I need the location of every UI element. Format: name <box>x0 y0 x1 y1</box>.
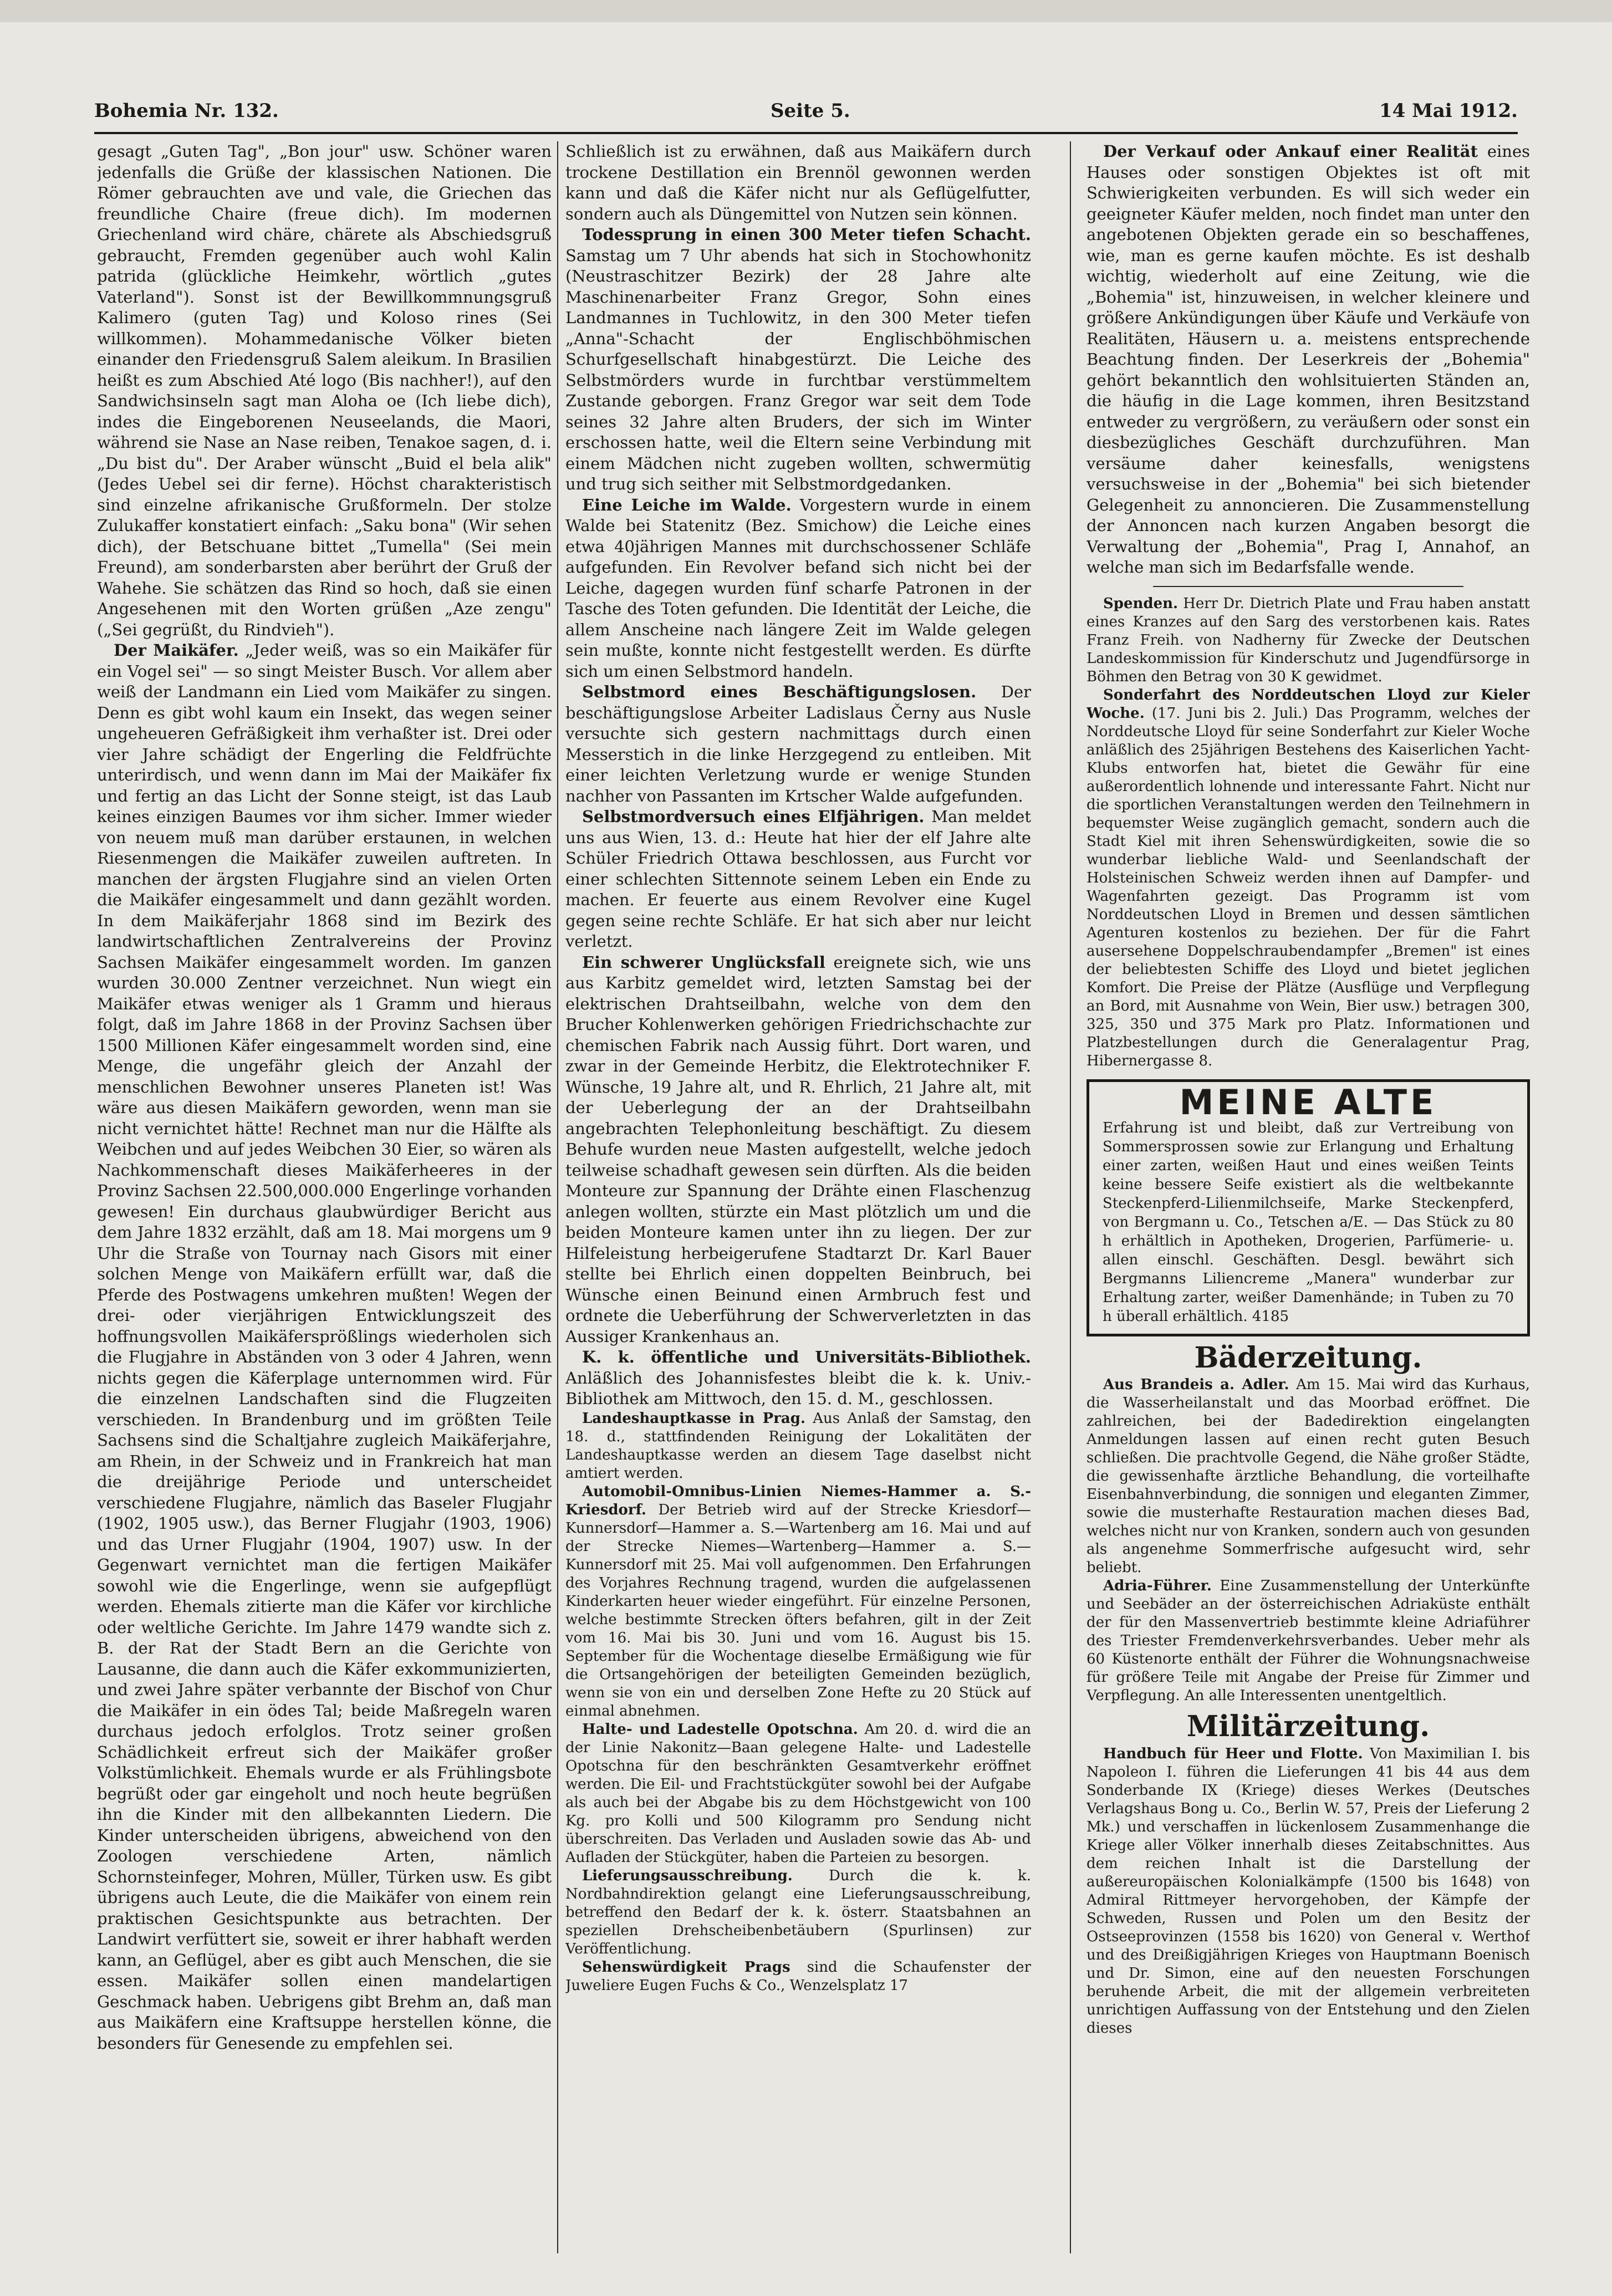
article-body: Herr Dr. Dietrich Plate und Frau haben anstatt eines Kranzes auf den Sarg des verstorbenen kais. Rates Franz Freih. von Nadherny für Zwecke der Deutschen Landeskommission für Kinderschutz und Jugendfürsorge in Böhmen den Betrag von 30 K gewidmet. <box>1086 595 1530 685</box>
article-body: Am 15. Mai wird das Kurhaus, die Wasserheilanstalt und das Moorbad eröffnet. Die zahlreichen, bei der Badedirektion eingelangten Anmeldungen lassen auf einen recht guten Besuch schließen. Die prachtvolle Gegend, die Nähe großer Städte, die gewissenhafte ärztliche Behandlung, die vorteilhafte Eisenbahnverbindung, die sonnigen und eleganten Zimmer, sowie die musterhafte Restauration machen dieses Bad, welches nicht nur von Kranken, sondern auch von gesunden als angenehme Sommerfrische aufgesucht wird, sehr beliebt. <box>1086 1376 1530 1576</box>
header-right: 14 Mai 1912. <box>1379 100 1518 122</box>
column-2 <box>565 141 1031 2259</box>
article-todessprung <box>565 225 1031 495</box>
article-body: Durch die k. k. Nordbahndirektion gelangt eine Lieferungsausschreibung, betreffend den Bedarf der k. k. österr. Staatsbahnen an speziellen Drehscheibenbetäubern (Spurlinsen) zur Veröffentlichung. <box>565 1867 1031 1957</box>
article-selbstmord <box>565 682 1031 807</box>
scan-margin <box>0 0 1612 22</box>
article-body: Am 20. d. wird die an der Linie Nakonitz—Baan gelegene Halte- und Ladestelle Opotschna für den beschränkten Gesamtverkehr eröffnet werden. Die Eil- und Frachtstückgüter sowohl bei der Aufgabe als auch bei der Abgabe bis zu dem Höchstgewicht von 100 Kg. pro Kolli und 500 Kilogramm pro Sendung nicht überschreiten. Das Verladen und Ausladen sowie das Ab- und Aufladen der Stückgüter, haben die Parteien zu besorgen. <box>565 1721 1031 1866</box>
article-heading: Spenden. <box>1103 595 1179 612</box>
section-title-militaerzeitung: Militärzeitung. <box>1186 1710 1430 1743</box>
article-realitaet <box>1086 141 1530 578</box>
article-body: Samstag um 7 Uhr abends hat sich in Stochowhonitz (Neustraschitzer Bezirk) der 28 Jahre alte Maschinenarbeiter Franz Gregor, Sohn eines Landmannes in Tuchlowitz, in den 300 Meter tiefen „Anna"-Schacht der Englischböhmischen Schurfgesellschaft hinabgestürzt. Die Leiche des Selbstmörders wurde in furchtbar verstümmeltem Zustande geborgen. Franz Gregor war seit dem Tode seines 32 Jahre alten Bruders, der sich im Winter erschossen hatte, weil die Eltern seine Verbindung mit einem Mädchen nicht zugeben wollten, schwermütig und trug sich seither mit Selbstmordgedanken. <box>565 246 1031 493</box>
article-body: Eine Zusammenstellung der Unterkünfte und Seebäder an der österreichischen Adriaküste enthält der für den Massenvertrieb bestimmte kleine Adriaführer des Triester Fremdenverkehrsverbandes. Ueber mehr als 60 Küstenorte enthält der Führer die Wohnungsnachweise für größere Teile mit Angabe der Preise für Zimmer und Verpflegung. An alle Interessenten unentgeltlich. <box>1086 1578 1530 1704</box>
article-heading: Aus Brandeis a. Adler. <box>1103 1376 1289 1393</box>
article-heading: Ein schwerer Unglücksfall <box>582 952 825 972</box>
article-brandeis <box>1086 1376 1530 1577</box>
article-heading: Der Maikäfer. <box>114 641 239 660</box>
article-greetings: gesagt „Guten Tag", „Bon jour" usw. Schöner waren jedenfalls die Grüße der klassischen Nationen. Die Römer gebrauchten ave und vale, die Griechen das freundliche Chaire (freue dich). Im modernen Griechenland wird chäre, chärete als Abschiedsgruß gebraucht, Fremden gegenüber auch wohl Kalin patrida (glückliche Heimkehr, wörtlich „gutes Vaterland"). Sonst ist der Bewillkommnungsgruß Kalimero (guten Tag) und Koloso rines (Sei willkommen). Mohammedanische Völker bieten einander den Friedensgruß Salem aleikum. In Brasilien heißt es zum Abschied Até logo (Bis nachher!), auf den Sandwichsinseln sagt man Aloha oe (Ich liebe dich), indes die Eingeborenen Neuseelands, die Maori, während sie Nase an Nase reiben, Tenakoe sagen, d. i. „Du bist du". Der Araber wünscht „Buid el bela alik" (Jedes Uebel sei dir ferne). Höchst charakteristisch sind einzelne afrikanische Grußformeln. Der stolze Zulukaffer konstatiert einfach: „Saku bona" (Wir sehen dich), der Betschuane bittet „Tumella" (Sei mein Freund), am sonderbarsten aber berührt der Gruß der Wahehe. Sie schätzen das Rind so hoch, daß sie einen Angesehenen mit den Worten grüßen „Aze zengu" („Sei gegrüßt, du Rindvieh"). <box>97 142 552 639</box>
article-body: Der beschäftigungslose Arbeiter Ladislaus Černy aus Nusle versuchte sich gestern nachmittags durch einen Messerstich in die linke Herzgegend zu entleiben. Mit einer leichten Verletzung wurde er wenige Stunden nachher von Passanten im Krtscher Walde aufgefunden. <box>565 682 1031 805</box>
article-heading: K. k. öffentliche und Universitäts-Bibliothek. <box>582 1348 1031 1366</box>
article-heading: Handbuch für Heer und Flotte. <box>1103 1745 1363 1762</box>
article-spenden <box>1086 595 1530 686</box>
article-landeshauptkasse <box>565 1410 1031 1483</box>
article-body: eines Hauses oder sonstigen Objektes ist oft mit Schwierigkeiten verbunden. Es will sich weder ein geeigneter Käufer melden, noch findet man unter den angebotenen Objekten gerade ein so beschaffenes, wie, man es gerne kaufen möchte. Es ist deshalb wichtig, wiederholt auf eine Zeitung, wie die „Bohemia" ist, hinzuweisen, in welcher kleinere und größere Ankündigungen über Käufe und Verkäufe von Realitäten, Häusern u. a. meistens entsprechende Beachtung finden. Der Leserkreis der „Bohemia" gehört bekanntlich den wohlsituierten Ständen an, die häufig in die Lage kommen, ihren Besitzstand entweder zu vergrößern, zu veräußern oder sonst ein diesbezügliches Geschäft durchzuführen. Man versäume daher keinesfalls, wenigstens versuchsweise in der „Bohemia" bei sich bietender Gelegenheit zu annoncieren. Die Zusammenstellung der Annoncen nach kurzen Angaben besorgt die Verwaltung der „Bohemia", Prag I, Annahof, an welche man sich im Bedarfsfalle wende. <box>1086 142 1530 576</box>
article-body: Anläßlich des Johannisfestes bleibt die k. k. Univ.-Bibliothek am Mittwoch, den 15. d. M., geschlossen. <box>565 1368 1031 1408</box>
article-body: Von Maximilian I. bis Napoleon I. führen die Lieferungen 41 bis 44 aus dem Sonderbande IX (Kriege) dieses Werkes (Deutsches Verlagshaus Bong u. Co., Berlin W. 57, Preis der Lieferung 2 Mk.) und verschaffen in lückenlosem Zusammenhange die Kriege aller Völker innerhalb dieses Zeitabschnittes. Aus dem reichen Inhalt ist die Darstellung der außereuropäischen Kolonialkämpfe (1500 bis 1648) von Admiral Rittmeyer hervorgehoben, der Kämpfe der Schweden, Russen und Polen um den Besitz der Ostseeprovinzen (1558 bis 1620) von General v. Werthof und des Dreißigjährigen Krieges von Hauptmann Boenisch und Dr. Simon, eine auf den neuesten Forschungen beruhende Arbeit, die mit der allgemein verbreiteten unrichtigen Auffassung von der Entstehung und den Zielen dieses <box>1086 1745 1530 2037</box>
article-heading: Automobil-Omnibus-Linien Niemes-Hammer a. S.-Kriesdorf. <box>565 1483 1031 1518</box>
column-rule-1 <box>557 141 558 2253</box>
article-heading: Landeshauptkasse in Prag. <box>582 1410 806 1427</box>
article-sehenswuerdigkeit <box>565 1958 1031 1995</box>
article-body: Vorgestern wurde in einem Walde bei Statenitz (Bez. Smichow) die Leiche eines etwa 40jährigen Mannes mit durchschossener Schläfe aufgefunden. Ein Revolver befand sich nicht bei der Leiche, dagegen wurden fünf scharfe Patronen in der Tasche des Toten gefunden. Die Identität der Leiche, die allem Anscheine nach längere Zeit im Walde gelegen sein mußte, konnte nicht festgestellt werden. Es dürfte sich um einen Selbstmord handeln. <box>565 495 1031 681</box>
section-title-baederzeitung: Bäderzeitung. <box>1194 1340 1422 1375</box>
article-heading: Sonderfahrt des Norddeutschen Lloyd zur Kieler Woche. <box>1086 686 1530 722</box>
article-body: sind die Schaufenster der Juweliere Eugen Fuchs & Co., Wenzelsplatz 17 <box>565 1958 1031 1994</box>
article-heading: Der Verkauf oder Ankauf einer Realität <box>1103 142 1478 161</box>
article-body: „Jeder weiß, was so ein Maikäfer für ein Vogel sei" — so singt Meister Busch. Vor allem aber weiß der Landmann ein Lied vom Maikäfer zu singen. Denn es gibt wohl kaum ein Insekt, das wegen seiner ungeheueren Gefräßigkeit ihm verhaßter ist. Drei oder vier Jahre schädigt der Engerling die Feldfrüchte unterirdisch, und wenn dann im Mai der Maikäfer fix und fertig an das Licht der Sonne steigt, ist das Laub keines einzigen Baumes vor ihm sicher. Immer wieder von neuem muß man darüber erstaunen, in welchen Riesenmengen die Maikäfer zuweilen auftreten. In manchen der ärgsten Flugjahre sind an vielen Orten die Maikäfer eingesammelt und dann gezählt worden. In dem Maikäferjahr 1868 sind im Bezirk des landwirtschaftlichen Zentralvereins der Provinz Sachsen Maikäfer eingesammelt worden. Im ganzen wurden 30.000 Zentner verzeichnet. Nun wiegt ein Maikäfer etwas weniger als 1 Gramm und hieraus folgt, daß im Jahre 1868 in der Provinz Sachsen über 1500 Millionen Käfer eingesammelt worden sind, eine Menge, die ungefähr gleich der Anzahl der menschlichen Bewohner unseres Planeten ist! Was wäre aus diesen Maikäfern geworden, wenn man sie nicht vernichtet hätte! Rechnet man nur die Hälfte als Weibchen und auf jedes Weibchen 30 Eier, so wären als Nachkommenschaft dieses Maikäferheeres in der Provinz Sachsen 22.500,000.000 Engerlinge vorhanden gewesen! Ein durchaus glaubwürdiger Bericht aus dem Jahre 1832 erzählt, daß am 18. Mai morgens um 9 Uhr die Straße von Tournay nach Gisors mit einer solchen Menge von Maikäfern erfüllt war, daß die Pferde des Postwagens umkehren mußten! Wegen der drei- oder vierjährigen Entwicklungszeit des hoffnungsvollen Maikäfersprößlings wiederholen sich die Flugjahre in Abständen von 3 oder 4 Jahren, wenn nichts gegen die Käferplage unternommen wird. Für die einzelnen Landschaften sind die Flugzeiten verschieden. In Brandenburg und im größten Teile Sachsens sind die Schaltjahre zugleich Maikäferjahre, am Rhein, in der Schweiz und in Frankreich hat man die dreijährige Periode und unterscheidet verschiedene Flugjahre, nämlich das Baseler Flugjahr (1902, 1905 usw.), das Berner Flugjahr (1903, 1906) und das Urner Flugjahr (1904, 1907) usw. In der Gegenwart vernichtet man die fertigen Maikäfer sowohl wie die Engerlinge, wenn sie aufgepflügt werden. Ehemals zitierte man die Käfer vor kirchliche oder weltliche Gerichte. Im Jahre 1479 wandte sich z. B. der Rat der Stadt Bern an die Gerichte von Lausanne, die dann auch die Käfer exkommunizierten, und zwei Jahre später verbannte der Bischof von Chur die Maikäfer in ein ödes Tal; beide Maßregeln waren durchaus jedoch erfolglos. Trotz seiner großen Schädlichkeit erfreut sich der Maikäfer großer Volkstümlichkeit. Ehemals wurde er als Frühlingsbote begrüßt oder gar eingeholt und noch heute begrüßen ihn die Kinder mit den allbekannten Liedern. Die Kinder unterscheiden übrigens, abweichend von den Zoologen verschiedene Arten, nämlich Schornsteinfeger, Mohren, Müller, Türken usw. Es gibt übrigens auch Leute, die die Maikäfer von einem rein praktischen Gesichtspunkte aus betrachten. Der Landwirt verfüttert sie, soweit er ihrer habhaft werden kann, an Geflügel, aber es gibt auch Menschen, die sie essen. Maikäfer sollen einen mandelartigen Geschmack haben. Uebrigens gibt Brehm an, daß man aus Maikäfern eine Kraftsuppe herstellen könne, die besonders für Genesende zu empfehlen sei. <box>97 641 552 2053</box>
article-bibliothek <box>565 1347 1031 1410</box>
article-heading: Selbstmordversuch eines Elfjährigen. <box>582 807 925 826</box>
article-heading: Adria-Führer. <box>1103 1578 1212 1594</box>
column-1 <box>97 141 552 2259</box>
article-opotschna <box>565 1721 1031 1867</box>
article-body: Aus Anlaß der Samstag, den 18. d., stattfindenden Reinigung der Lokalitäten der Landeshauptkasse werden an diesem Tage daselbst nicht amtiert werden. <box>565 1410 1031 1482</box>
article-body: Man meldet uns aus Wien, 13. d.: Heute hat hier der elf Jahre alte Schüler Friedrich Ottawa beschlossen, aus Furcht vor einer schlechten Sittennote seinem Leben ein Ende zu machen. Er feuerte aus einem Revolver eine Kugel gegen seine rechte Schläfe. Er hat sich aber nur leicht verletzt. <box>565 807 1031 951</box>
advertisement-box <box>1086 1079 1530 1336</box>
advertisement-title: MEINE ALTE <box>1179 1081 1437 1123</box>
article-heading: Selbstmord eines Beschäftigungslosen. <box>582 682 977 701</box>
article-body: Der Betrieb wird auf der Strecke Kriesdorf—Kunnersdorf—Hammer a. S.—Wartenberg am 16. Mai und auf der Strecke Niemes—Wartenberg—Hammer a. S.—Kunnersdorf mit 25. Mai voll aufgenommen. Den Erfahrungen des Vorjahres Rechnung tragend, wurden die aufgelassenen Kinderkarten heuer wieder eingeführt. Für einzelne Personen, welche bestimmte Strecken öfters befahren, gilt in der Zeit vom 16. Mai bis 30. Juni und vom 16. August bis 15. September für die Wochentage dieselbe Ermäßigung wie für die Ortsangehörigen der beteiligten Gemeinden bezüglich, wenn sie von ein und derselben Zone Hefte zu 20 Stück auf einmal abnehmen. <box>565 1501 1031 1720</box>
header-rule <box>94 132 1518 134</box>
article-heading: Eine Leiche im Walde. <box>582 495 792 514</box>
article-heading: Todessprung in einen 300 Meter tiefen Schacht. <box>582 225 1031 244</box>
column-rule-2 <box>1070 141 1071 2253</box>
article-ungluecksfall <box>565 952 1031 1348</box>
article-lloyd <box>1086 686 1530 1070</box>
article-heading: Sehenswürdigkeit Prags <box>582 1958 790 1976</box>
column-3 <box>1086 141 1530 2259</box>
article-selbstmordversuch <box>565 807 1031 952</box>
article-body: (17. Juni bis 2. Juli.) Das Programm, welches der Norddeutsche Lloyd für seine Sonderfahrt zur Kieler Woche anläßlich des 25jährigen Bestehens des Kaiserlichen Yacht-Klubs entworfen hat, bietet die Gewähr für eine außerordentlich lohnende und interessante Fahrt. Nicht nur die sportlichen Veranstaltungen werden den Teilnehmern in bequemster Weise zugänglich gemacht, sondern auch die Stadt Kiel mit ihren Sehenswürdigkeiten, sowie die so wunderbar liebliche Wald- und Seenlandschaft der Holsteinischen Schweiz werden ihnen auf Dampfer- und Wagenfahrten gezeigt. Das Programm ist vom Norddeutschen Lloyd in Bremen und dessen sämtlichen Agenturen kostenlos zu beziehen. Der für die Fahrt ausersehene Doppelschraubendampfer „Bremen" ist eines der beliebtesten Schiffe des Lloyd und bietet jeglichen Komfort. Die Preise der Plätze (Ausflüge und Verpflegung an Bord, mit Ausnahme von Wein, Bier usw.) betragen 300, 325, 350 und 375 Mark pro Platz. Informationen und Platzbestellungen durch die Generalagentur Prag, Hibernergasse 8. <box>1086 705 1530 1069</box>
advertisement-text: Erfahrung ist und bleibt, daß zur Vertreibung von Sommersprossen sowie zur Erlangung und Erhaltung einer zarten, weißen Haut und eines weißen Teints keine bessere Seife existiert als die weltbekannte Steckenpferd-Lilienmilchseife, Marke Steckenpferd, von Bergmann u. Co., Tetschen a/E. — Das Stück zu 80 h erhältlich in Apotheken, Drogerien, Parfümerie- u. allen einschl. Geschäften. Desgl. bewährt sich Bergmanns Liliencreme „Manera" wunderbar zur Erhaltung zarter, weißer Damenhände; in Tuben zu 70 h überall erhältlich. 4185 <box>1103 1119 1514 1325</box>
article-heading: Halte- und Ladestelle Opotschna. <box>582 1721 858 1738</box>
article-leiche <box>565 495 1031 682</box>
header-center: Seite 5. <box>771 100 850 122</box>
article-maikaefer-end: Schließlich ist zu erwähnen, daß aus Maikäfern durch trockene Destillation ein Brennöl gewonnen werden kann und daß die Käfer nicht nur als Geflügelfutter, sondern auch als Düngemittel von Nutzen sein können. <box>565 142 1031 223</box>
article-heading: Lieferungsausschreibung. <box>582 1867 793 1884</box>
header-left: Bohemia Nr. 132. <box>94 100 279 122</box>
article-maikaefer <box>97 640 552 2054</box>
separator <box>1153 586 1463 587</box>
article-omnibus <box>565 1483 1031 1721</box>
article-lieferung <box>565 1867 1031 1958</box>
article-body: ereignete sich, wie uns aus Karbitz gemeldet wird, letzten Samstag bei der elektrischen Drahtseilbahn, welche von dem den Brucher Kohlenwerken gehörigen Friedrichschachte zur chemischen Fabrik nach Aussig führt. Dort waren, und zwar in der Gemeinde Herbitz, die Elektrotechniker F. Wünsche, 19 Jahre alt, und R. Ehrlich, 21 Jahre alt, mit der Ueberlegung der an der Drahtseilbahn angebrachten Telephonleitung beschäftigt. Zu diesem Behufe wurden neue Masten aufgestellt, welche jedoch teilweise schadhaft gewesen sein dürften. Als die beiden Monteure zur Spannung der Drähte einen Flaschenzug anlegen wollten, stürzte ein Mast plötzlich um und die beiden Monteure kamen unter ihn zu liegen. Der zur Hilfeleistung herbeigerufene Stadtarzt Dr. Karl Bauer stellte bei Ehrlich einen doppelten Beinbruch, bei Wünsche einen Beinund einen Armbruch fest und ordnete die Ueberführung der Schwerverletzten in das Aussiger Krankenhaus an. <box>565 952 1031 1346</box>
article-adria <box>1086 1577 1530 1705</box>
article-handbuch <box>1086 1745 1530 2038</box>
page-header <box>94 100 1518 133</box>
